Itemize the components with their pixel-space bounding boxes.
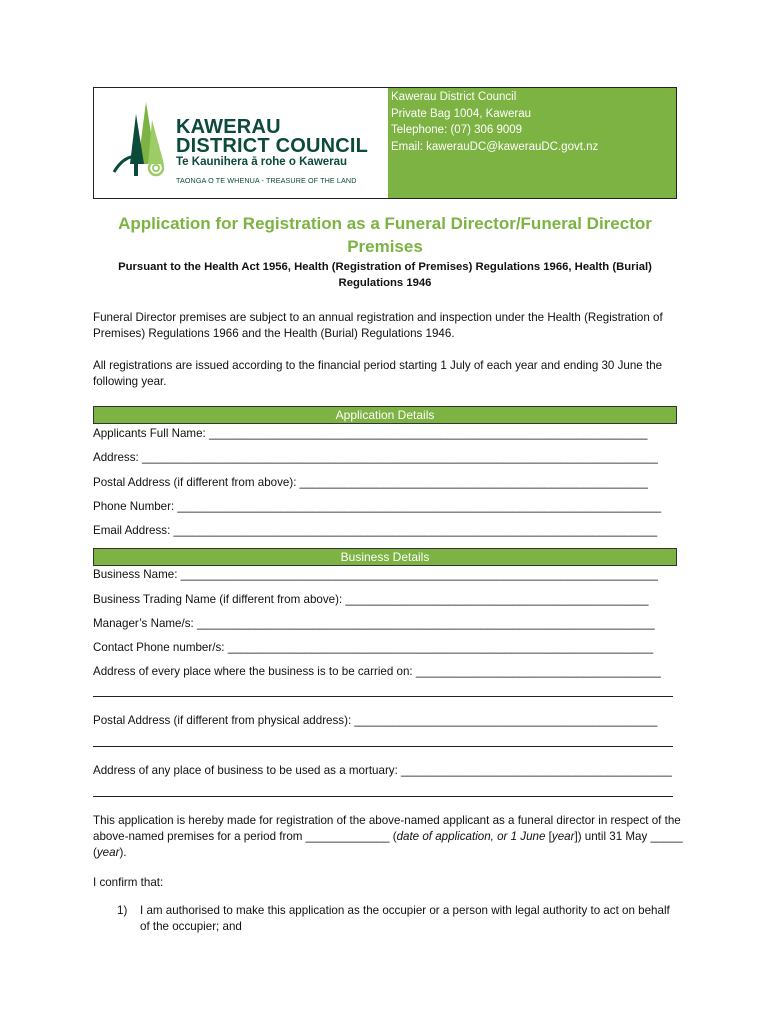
list-item-number: 1) — [117, 904, 128, 917]
document-title: Application for Registration as a Funeral Director/Funeral Director Premises — [118, 214, 652, 256]
declaration-text-4: ). — [119, 846, 127, 859]
business-postal-address-field[interactable]: Postal Address (if different from physical address): _______________________________________________ — [93, 714, 658, 727]
tree-emblem-icon — [106, 102, 176, 187]
logo-maori-name: Te Kaunihera ā rohe o Kawerau — [176, 156, 348, 168]
confirm-intro: I confirm that: — [93, 876, 164, 889]
phone-number-field[interactable]: Phone Number: ___________________________________________________________________________ — [93, 500, 662, 513]
header-box — [93, 87, 677, 199]
declaration-paragraph — [93, 813, 683, 861]
declaration-italic-1: date of application, or 1 June — [396, 830, 546, 843]
logo-tagline: TAONGA O TE WHENUA - TREASURE OF THE LAND — [176, 176, 357, 185]
email-address-field[interactable]: Email Address: ___________________________________________________________________________ — [93, 524, 658, 537]
declaration-italic-2: year — [551, 830, 575, 843]
postal-address-field[interactable]: Postal Address (if different from above): ______________________________________________________ — [93, 476, 648, 489]
contact-phone-field[interactable]: Contact Phone number/s: __________________________________________________________________ — [93, 641, 654, 654]
mortuary-address-extra-line[interactable] — [93, 795, 673, 797]
logo-wordmark — [176, 118, 368, 156]
business-name-field[interactable]: Business Name: __________________________________________________________________________ — [93, 568, 658, 581]
contact-address: Private Bag 1004, Kawerau — [391, 107, 532, 120]
section-heading-application: Application Details — [93, 406, 677, 424]
contact-org: Kawerau District Council — [391, 91, 517, 103]
declaration-text-2: [ — [545, 830, 552, 843]
business-places-extra-line[interactable] — [93, 695, 673, 697]
managers-name-field[interactable]: Manager’s Name/s: _______________________________________________________________________ — [93, 617, 655, 630]
document-subtitle: Pursuant to the Health Act 1956, Health (Registration of Premises) Regulations 1966, Health (Burial) Regulations 1946 — [118, 261, 652, 289]
business-trading-name-field[interactable]: Business Trading Name (if different from above): _______________________________________________ — [93, 593, 649, 606]
declaration-text-1: This application is hereby made for registration of the above-named applicant as a funeral director in respect of the above-named premises for a period from _____________ ( — [93, 814, 681, 843]
applicant-full-name-field[interactable]: Applicants Full Name: ____________________________________________________________________ — [93, 427, 648, 440]
section-heading-business: Business Details — [93, 548, 677, 566]
logo-name-line1: KAWERAU — [176, 116, 281, 138]
intro-paragraph-1: Funeral Director premises are subject to an annual registration and inspection under the Health (Registration of Premises) Regulations 1966 and the Health (Burial) Regulations 1946. — [93, 311, 663, 340]
business-places-field[interactable]: Address of every place where the business is to be carried on: ______________________________________ — [93, 665, 661, 678]
list-item-text: I am authorised to make this application as the occupier or a person with legal authority to act on behalf of the occupier; and — [140, 904, 670, 933]
address-field[interactable]: Address: ________________________________________________________________________________ — [93, 451, 658, 464]
council-logo — [94, 88, 388, 198]
contact-phone: Telephone: (07) 306 9009 — [391, 124, 523, 136]
logo-name-line2: DISTRICT COUNCIL — [176, 135, 369, 157]
mortuary-address-field[interactable]: Address of any place of business to be used as a mortuary: __________________________________________ — [93, 764, 672, 777]
contact-block — [388, 88, 676, 198]
contact-email[interactable]: Email: kawerauDC@kawerauDC.govt.nz — [391, 140, 599, 153]
declaration-italic-3: year — [96, 846, 120, 859]
business-postal-extra-line[interactable] — [93, 745, 673, 747]
intro-paragraph-2: All registrations are issued according to the financial period starting 1 July of each year and ending 30 June the following year. — [93, 359, 663, 388]
declaration-text-3: ]) until 31 May _____ ( — [93, 830, 683, 859]
